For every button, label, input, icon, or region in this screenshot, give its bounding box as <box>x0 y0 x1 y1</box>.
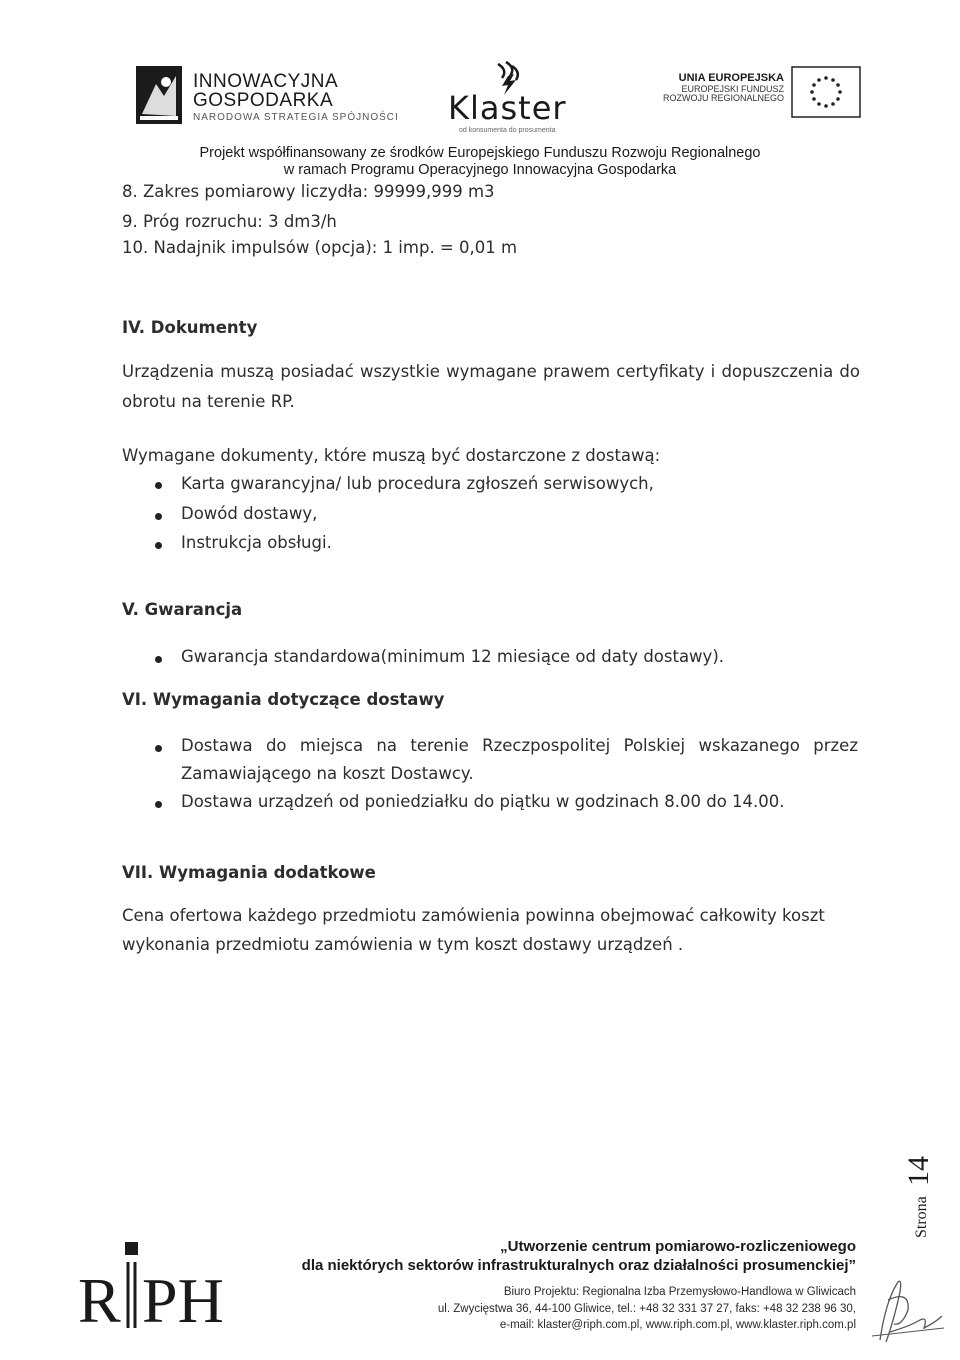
innowacyjna-gospodarka-logo-text <box>193 72 399 123</box>
footer-office: Biuro Projektu: Regionalna Izba Przemysłowo-Handlowa w Gliwicach <box>503 1286 856 1298</box>
eu-line-3: ROZWOJU REGIONALNEGO <box>662 92 784 103</box>
bullet-icon <box>155 482 162 489</box>
svg-text:PH: PH <box>142 1265 224 1330</box>
list-item: Dostawa urządzeń od poniedziałku do piątku w godzinach 8.00 do 14.00. <box>181 792 785 811</box>
section-vii-paragraph-line-1: Cena ofertowa każdego przedmiotu zamówienia powinna obejmować całkowity koszt <box>122 906 825 925</box>
bullet-icon <box>155 513 162 520</box>
section-iv-paragraph-line-2: obrotu na terenie RP. <box>122 392 295 411</box>
signature-icon <box>850 1270 950 1350</box>
eu-line-2: EUROPEJSKI FUNDUSZ <box>681 83 784 94</box>
list-item: 10. Nadajnik impulsów (opcja): 1 imp. = 0,01 m <box>122 238 518 257</box>
project-funding-line-1: Projekt współfinansowany ze środków Europejskiego Funduszu Rozwoju Regionalnego <box>199 145 761 161</box>
logo-line-2: GOSPODARKA <box>193 90 334 111</box>
logo-line-3: NARODOWA STRATEGIA SPÓJNOŚCI <box>193 112 399 123</box>
section-heading-vi: VI. Wymagania dotyczące dostawy <box>122 690 445 709</box>
list-item: Karta gwarancyjna/ lub procedura zgłoszeń serwisowych, <box>181 474 654 493</box>
page-number-label <box>884 1140 944 1240</box>
bullet-icon <box>155 542 162 549</box>
list-item: Gwarancja standardowa(minimum 12 miesiące od daty dostawy). <box>181 647 725 666</box>
section-heading-v: V. Gwarancja <box>122 600 243 619</box>
riph-logo-icon <box>78 1240 238 1330</box>
section-heading-vii: VII. Wymagania dodatkowe <box>122 863 376 882</box>
section-iv-paragraph-line-1: Urządzenia muszą posiadać wszystkie wymagane prawem certyfikaty i dopuszczenia do <box>122 362 860 381</box>
svg-text:R: R <box>78 1265 121 1330</box>
list-item: 9. Próg rozruchu: 3 dm3/h <box>122 212 337 231</box>
footer-project-title-line-2: dla niektórych sektorów infrastrukturalnych oraz działalności prosumenckiej” <box>301 1257 856 1274</box>
list-item: 8. Zakres pomiarowy liczydła: 99999,999 m3 <box>122 182 495 201</box>
section-heading-iv: IV. Dokumenty <box>122 318 258 337</box>
footer-contact: e-mail: klaster@riph.com.pl, www.riph.com.pl, www.klaster.riph.com.pl <box>499 1319 856 1331</box>
footer-project-title-line-1: „Utworzenie centrum pomiarowo-rozliczeniowego <box>500 1238 856 1255</box>
eu-flag-icon <box>791 66 861 118</box>
klaster-tagline: od konsumenta do prosumenta <box>459 127 556 134</box>
section-vii-paragraph-line-2: wykonania przedmiotu zamówienia w tym koszt dostawy urządzeń . <box>122 935 684 954</box>
logo-line-1: INNOWACYJNA <box>193 71 339 92</box>
klaster-logo-text: Klaster <box>448 89 567 127</box>
innowacyjna-gospodarka-logo-icon <box>136 66 182 124</box>
eu-fund-label <box>640 73 784 103</box>
project-funding-line-2: w ramach Programu Operacyjnego Innowacyjna Gospodarka <box>283 162 677 178</box>
page-label-text: Strona <box>913 1196 930 1238</box>
list-item: Dowód dostawy, <box>181 504 318 523</box>
eu-line-1: UNIA EUROPEJSKA <box>678 72 784 84</box>
bullet-icon <box>155 801 162 808</box>
bullet-icon <box>155 656 162 663</box>
footer-address: ul. Zwycięstwa 36, 44-100 Gliwice, tel.: +48 32 331 37 27, faks: +48 32 238 96 30, <box>437 1303 856 1315</box>
list-item-continuation: Zamawiającego na koszt Dostawcy. <box>181 764 474 783</box>
bullet-icon <box>155 745 162 752</box>
list-item: Dostawa do miejsca na terenie Rzeczpospolitej Polskiej wskazanego przez <box>181 736 858 755</box>
page-number-text: 14 <box>902 1156 935 1186</box>
section-iv-intro: Wymagane dokumenty, które muszą być dostarczone z dostawą: <box>122 446 661 465</box>
list-item: Instrukcja obsługi. <box>181 533 332 552</box>
